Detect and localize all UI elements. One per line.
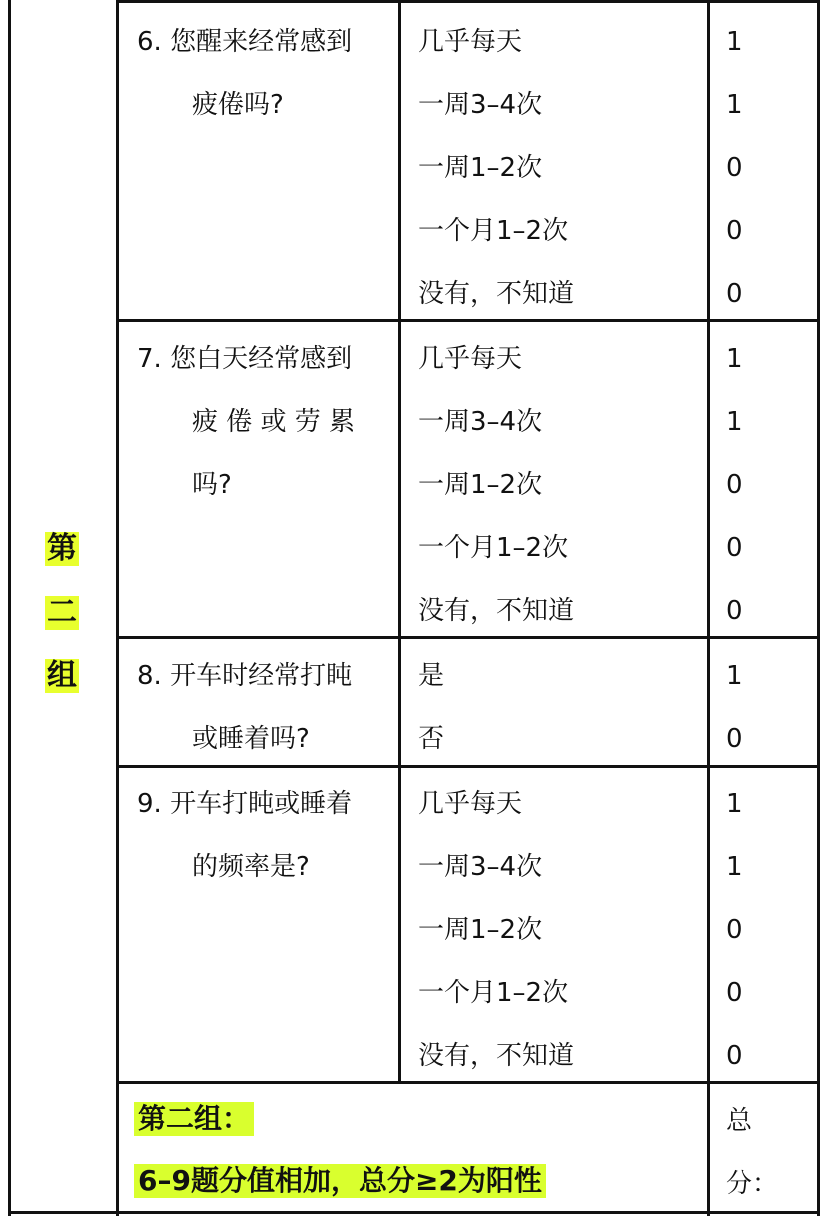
q6-option-1: 几乎每天 [418,27,523,57]
q7-score-2: 1 [726,407,743,437]
question-6-line1: 6. 您醒来经常感到 [137,27,353,57]
q7-option-1: 几乎每天 [418,344,523,374]
q9-score-3: 0 [726,915,743,945]
q7-option-3: 一周1–2次 [418,470,543,500]
q7-option-4: 一个月1–2次 [418,533,569,563]
q8-option-2: 否 [418,724,445,754]
row-divider-q9 [116,765,820,768]
q6-score-5: 0 [726,279,743,309]
group-column-divider [116,0,119,1216]
q7-score-1: 1 [726,344,743,374]
question-column-divider [398,0,401,1082]
table-border-right [817,0,820,1216]
q6-score-2: 1 [726,90,743,120]
q7-option-5: 没有，不知道 [418,596,575,626]
q6-option-2: 一周3–4次 [418,90,543,120]
group-label-char-3: 组 [47,658,77,693]
question-6-line2: 疲倦吗? [192,90,284,120]
q7-score-3: 0 [726,470,743,500]
summary-rule: 6–9题分值相加，总分≥2为阳性 [134,1164,546,1198]
q9-score-2: 1 [726,852,743,882]
q9-option-3: 一周1–2次 [418,915,543,945]
question-7-line3: 吗? [192,470,232,500]
q8-score-1: 1 [726,661,743,691]
group-label-char-1: 第 [47,531,77,566]
q8-score-2: 0 [726,724,743,754]
q9-option-2: 一周3–4次 [418,852,543,882]
q7-option-2: 一周3–4次 [418,407,543,437]
q9-option-5: 没有，不知道 [418,1041,575,1071]
q6-option-3: 一周1–2次 [418,153,543,183]
table-border-left [8,0,11,1216]
question-9-line2: 的频率是? [192,852,310,882]
q9-score-1: 1 [726,789,743,819]
q7-score-4: 0 [726,533,743,563]
row-divider-q8 [116,636,820,639]
top-border [116,0,820,3]
question-7-line2: 疲 倦 或 劳 累 [192,407,356,437]
group-label-char-2: 二 [47,595,77,630]
total-score-label-2: 分： [726,1169,779,1199]
option-column-divider [707,0,710,1216]
q9-option-4: 一个月1–2次 [418,978,569,1008]
q8-option-1: 是 [418,661,445,691]
total-score-label-1: 总 [726,1106,753,1136]
summary-title: 第二组： [134,1102,254,1136]
question-7-line1: 7. 您白天经常感到 [137,344,353,374]
bottom-border [8,1211,820,1214]
q6-score-1: 1 [726,27,743,57]
q6-score-4: 0 [726,216,743,246]
q9-score-4: 0 [726,978,743,1008]
row-divider-summary [116,1081,820,1084]
q9-option-1: 几乎每天 [418,789,523,819]
question-8-line2: 或睡着吗? [192,724,310,754]
row-divider-q7 [116,319,820,322]
q7-score-5: 0 [726,596,743,626]
q6-option-4: 一个月1–2次 [418,216,569,246]
question-9-line1: 9. 开车打盹或睡着 [137,789,353,819]
q6-option-5: 没有，不知道 [418,279,575,309]
q9-score-5: 0 [726,1041,743,1071]
q6-score-3: 0 [726,153,743,183]
question-8-line1: 8. 开车时经常打盹 [137,661,353,691]
